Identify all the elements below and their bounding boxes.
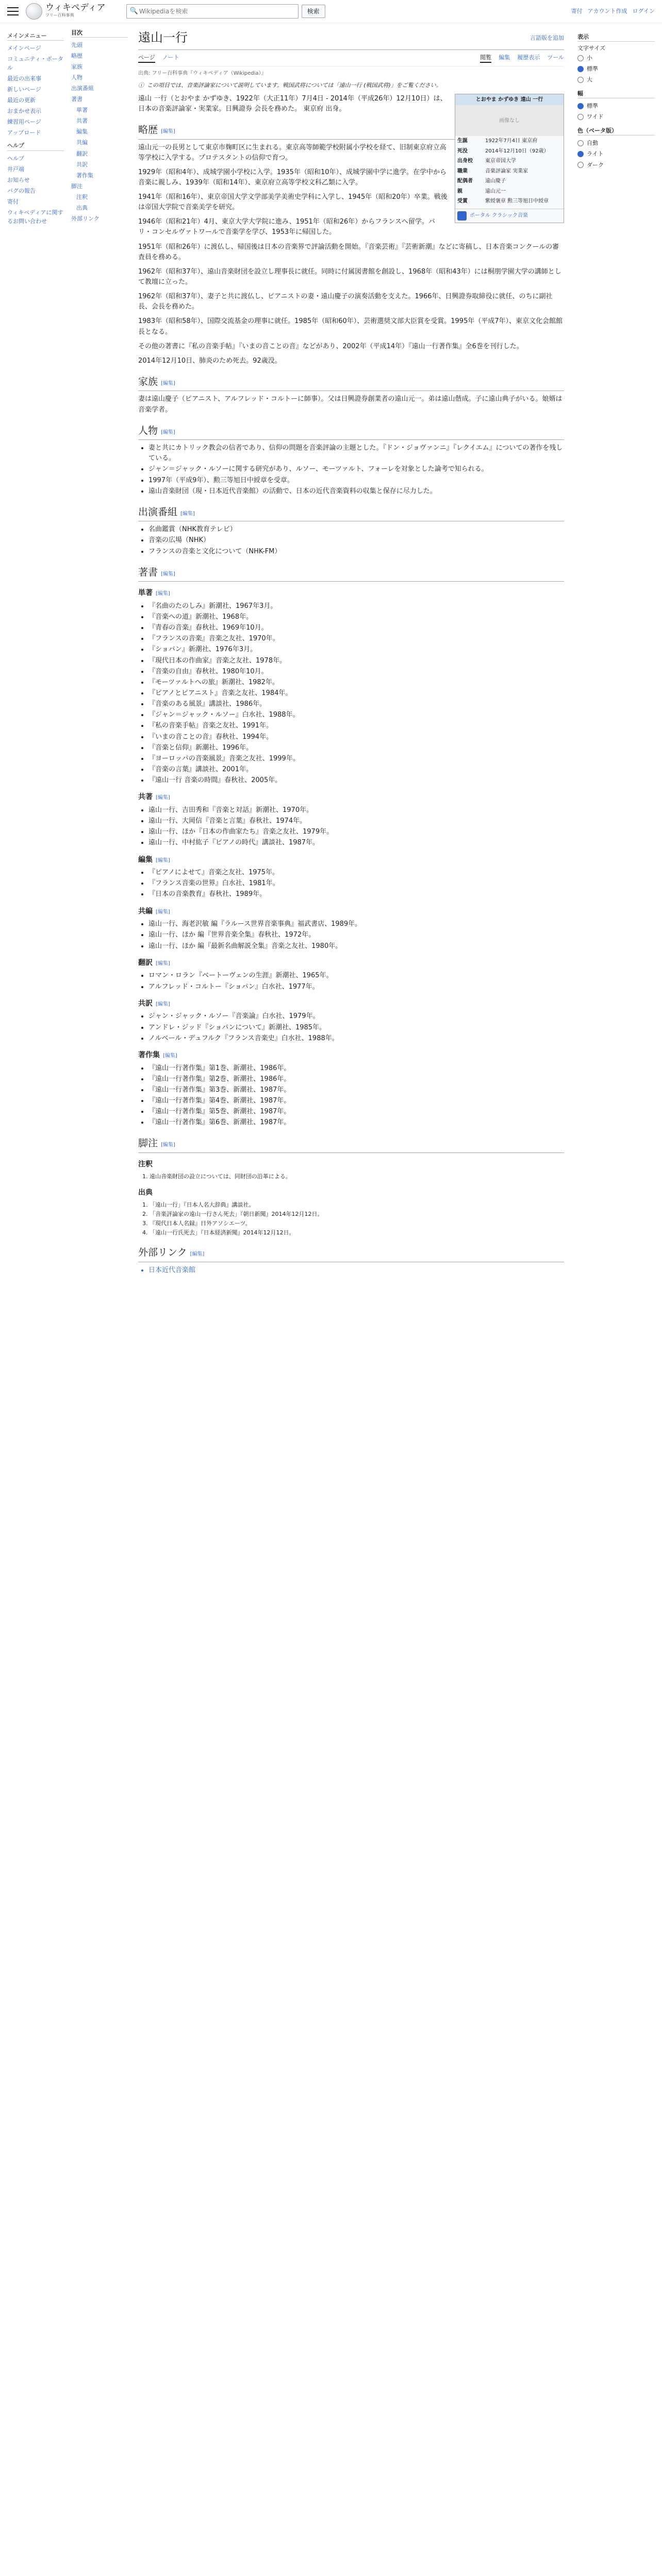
book-item: • 『音楽への道』新潮社、1968年。 [148, 612, 564, 622]
toc-item[interactable]: 脚注 [71, 182, 82, 190]
wikipedia-logo[interactable] [26, 3, 106, 20]
book-item: • 『モーツァルトへの旅』新潮社、1982年。 [148, 677, 564, 688]
infobox-value: 1922年7月4日 東京府 [485, 138, 538, 144]
edit-section-link[interactable]: [編集] [190, 1251, 205, 1258]
text-size-label: 文字サイズ [577, 45, 606, 52]
radio-selected-icon [577, 66, 584, 72]
infobox-key: 受賞 [457, 198, 468, 205]
book-item: • 遠山一行、吉田秀和『音楽と対話』新潮社、1970年。 [148, 805, 564, 816]
paragraph: 1951年（昭和26年）に渡仏し、帰国後は日本の音楽界で評論活動を開始。『音楽芸術』『芸術新潮』などに寄稿し、日本音楽コンクールの審査員を務める。 [138, 243, 559, 261]
book-item: • 遠山一行、中村紘子『ピアノの時代』講談社、1987年。 [148, 838, 564, 848]
book-item: • 『遠山一行著作集』第4巻、新潮社、1987年。 [148, 1096, 564, 1106]
nav-item[interactable]: おまかせ表示 [7, 108, 41, 115]
radio-icon [577, 162, 584, 168]
book-item: • 遠山一行、ほか 編『世界音楽全集』春秋社、1972年。 [148, 930, 564, 940]
login-link[interactable]: ログイン [632, 8, 655, 15]
infobox-title: とおやま かずゆき 遠山 一行 [455, 94, 564, 106]
book-item: • 『遠山一行著作集』第3巻、新潮社、1987年。 [148, 1085, 564, 1095]
list-item: • 妻と共にカトリック教会の信者であり、信仰の問題を音楽評論の主題とした。『ドン・ジョヴァンニ』『レクイエム』についての著作を残している。 [148, 443, 564, 464]
list-item: • ジャン＝ジャック・ルソーに関する研究があり、ルソー、モーツァルト、フォーレを対象とした論考で知られる。 [148, 464, 564, 474]
color-option[interactable]: 自動 [577, 138, 655, 148]
paragraph: 1941年（昭和16年）、東京帝国大学文学部美学美術史学科に入学し、1945年（昭和20年）卒業。戦後は帝国大学院で音楽美学を研究。 [138, 193, 448, 212]
toc-subitem[interactable]: 翻訳 [76, 150, 88, 157]
infobox-value: 紫綬褒章 勲三等旭日中綬章 [485, 198, 549, 205]
book-item: • ジャン・ジャック・ルソー『音楽論』白水社、1979年。 [148, 1011, 564, 1022]
infobox-key: 死没 [457, 148, 468, 154]
add-languages-button[interactable]: 言語版を追加 [530, 35, 564, 42]
header [0, 0, 662, 23]
book-item: • 『音楽の自由』春秋社、1980年10月。 [148, 667, 564, 677]
infobox-key: 職業 [457, 168, 468, 174]
infobox-value: 遠山慶子 [485, 178, 506, 184]
book-item: • 『フランス音楽の世界』白水社、1981年。 [148, 878, 564, 889]
toc-subitem[interactable]: 出典 [76, 204, 88, 211]
book-item: • 『私の音楽手帖』音楽之友社、1991年。 [148, 721, 564, 731]
article [131, 23, 572, 1280]
text-size-option[interactable]: 標準 [577, 63, 655, 74]
paragraph: 1983年（昭和58年）、国際交流基金の理事に就任。1985年（昭和60年）、芸術選奨文部大臣賞を受賞。1995年（平成7年）、東京文化会館館長となる。 [138, 317, 563, 336]
edit-section-link[interactable]: [編集] [161, 571, 175, 577]
search-box [126, 4, 299, 19]
toc-item[interactable]: 略歴 [71, 53, 82, 60]
music-portal-icon [457, 211, 467, 221]
radio-icon [577, 77, 584, 83]
toc-item[interactable]: 出演番組 [71, 85, 94, 92]
section-heading-person: 人物 [編集] [138, 423, 564, 440]
tab-tools[interactable]: ツール [547, 54, 564, 61]
paragraph: 1946年（昭和21年）4月、東京大学大学院に進み、1951年（昭和26年）からフランスへ留学。パリ・コンセルヴァトワールで音楽学を学び、1953年に帰国した。 [138, 218, 435, 236]
book-item: • 『現代日本の作曲家』音楽之友社、1978年。 [148, 656, 564, 666]
nav-section-title: メインメニュー [7, 31, 64, 41]
nav-item[interactable]: 寄付 [7, 198, 19, 205]
nav-item[interactable]: アップロード [7, 129, 41, 137]
toc-subitem[interactable]: 共著 [76, 117, 88, 125]
section-heading-family: 家族 [編集] [138, 375, 564, 391]
book-item: • 『音楽と信仰』新潮社、1996年。 [148, 743, 564, 753]
tab-talk[interactable]: ノート [162, 54, 179, 61]
nav-item[interactable]: 最近の更新 [7, 97, 36, 104]
infobox-key: 生誕 [457, 138, 468, 144]
table-of-contents [68, 23, 131, 1280]
infobox-value: 2014年12月10日（92歳） [485, 148, 549, 154]
nav-item[interactable]: バグの報告 [7, 187, 36, 194]
radio-icon [577, 55, 584, 61]
edit-section-link[interactable]: [編集] [161, 381, 175, 387]
list-item: • 遠山音楽財団（現・日本近代音楽館）の活動で、日本の近代音楽資料の収集と保存に尽力した。 [148, 486, 564, 497]
text-size-option[interactable]: 小 [577, 53, 655, 63]
subsection-heading: 共編 [編集] [138, 907, 170, 916]
infobox-value: 遠山元一 [485, 188, 506, 194]
edit-section-link[interactable]: [編集] [156, 960, 170, 967]
list-item: • 名曲鑑賞（NHK教育テレビ） [148, 524, 564, 535]
nav-item[interactable]: お知らせ [7, 176, 30, 183]
nav-item[interactable]: ウィキペディアに関するお問い合わせ [7, 209, 63, 225]
book-item: • 『ショパン』新潮社、1976年3月。 [148, 645, 564, 655]
reference-item: 1. 「遠山一行」『日本人名大辞典』講談社。 [150, 1200, 564, 1209]
tab-read[interactable]: 閲覧 [480, 53, 491, 63]
subsection-heading: 共著 [編集] [138, 793, 170, 802]
portal-label: ポータル クラシック音楽 [470, 213, 528, 219]
list-item: • 音楽の広場（NHK） [148, 535, 564, 546]
search-button[interactable]: 検索 [302, 5, 325, 19]
toc-title: 目次 [71, 28, 128, 38]
radio-selected-icon [577, 151, 584, 157]
infobox [455, 94, 564, 223]
book-item: • 遠山一行、ほか『日本の作曲家たち』音楽之友社、1979年。 [148, 827, 564, 837]
book-item: • 遠山一行、海老沢敏 編『ラルース世界音楽事典』福武書店、1989年。 [148, 919, 564, 929]
text-size-option[interactable]: 大 [577, 74, 655, 85]
nav-section-title: ヘルプ [7, 141, 64, 150]
list-item: • 1997年（平成9年）、勲三等旭日中綬章を受章。 [148, 476, 564, 486]
book-item: • 『フランスの音楽』音楽之友社、1970年。 [148, 634, 564, 644]
book-item: • 遠山一行、ほか 編『最新名曲解説全集』音楽之友社、1980年。 [148, 941, 564, 952]
reference-item: 3. 『現代日本人名録』日外アソシエーツ。 [150, 1219, 564, 1228]
radio-icon [577, 114, 584, 120]
subsection-heading: 編集 [編集] [138, 855, 170, 864]
book-item: • 『ジャン＝ジャック・ルソー』白水社、1988年。 [148, 710, 564, 720]
page-title: 遠山一行 [138, 30, 188, 45]
edit-section-link[interactable]: [編集] [156, 795, 170, 801]
paragraph: 妻は遠山慶子（ピアニスト、アルフレッド・コルトーに師事）。父は日興證券創業者の遠山元一。弟は遠山偕成。子に遠山典子がいる。娘婿は音楽学者。 [138, 395, 562, 414]
wikipedia-globe-icon [26, 3, 42, 20]
nav-item[interactable]: コミュニティ・ポータル [7, 56, 63, 72]
toc-item[interactable]: 先頭 [71, 42, 82, 49]
reference-item: 2. 「音楽評論家の遠山一行さん死去」『朝日新聞』2014年12月12日。 [150, 1210, 564, 1218]
book-item: • 『遠山一行著作集』第6巻、新潮社、1987年。 [148, 1117, 564, 1128]
toc-subitem[interactable]: 共訳 [76, 161, 88, 168]
search-input[interactable] [138, 7, 295, 15]
paragraph: 2014年12月10日、肺炎のため死去。92歳没。 [138, 357, 282, 365]
subsection-heading: 著作集 [編集] [138, 1050, 177, 1059]
subsection-heading: 出典 [138, 1188, 153, 1197]
user-links [571, 7, 655, 15]
edit-section-link[interactable]: [編集] [156, 591, 170, 597]
width-option[interactable]: 標準 [577, 100, 655, 111]
portal-link[interactable] [455, 209, 564, 223]
book-item: • ノルベール・デュフルク『フランス音楽史』白水社、1988年。 [148, 1033, 564, 1044]
left-navigation [0, 23, 68, 1280]
infobox-image: 画像なし [455, 105, 564, 136]
book-item: • 『いまの音ことの音』春秋社、1994年。 [148, 732, 564, 742]
tab-history[interactable]: 履歴表示 [517, 54, 540, 61]
section-heading-notes: 脚注 [編集] [138, 1136, 564, 1153]
paragraph: 1962年（昭和37年）、遠山音楽財団を設立し理事長に就任。同時に付属図書館を創設し、1968年（昭和43年）には桐朋学園大学の講師として教壇に立った。 [138, 267, 561, 286]
donate-link[interactable]: 寄付 [571, 8, 583, 15]
paragraph: その他の著書に『私の音楽手帖』『いまの音ことの音』などがあり、2002年（平成14年）『遠山一行著作集』全6巻を刊行した。 [138, 342, 523, 350]
edit-section-link[interactable]: [編集] [161, 129, 175, 135]
infobox-key: 親 [457, 188, 462, 194]
edit-section-link[interactable]: [編集] [163, 1053, 177, 1059]
toc-subitem[interactable]: 注釈 [76, 193, 88, 200]
nav-item[interactable]: 最近の出来事 [7, 75, 41, 82]
main-menu-button[interactable] [7, 7, 19, 15]
book-item: • 『日本の音楽教育』春秋社、1989年。 [148, 889, 564, 900]
edit-section-link[interactable]: [編集] [156, 909, 170, 915]
nav-item[interactable]: ヘルプ [7, 155, 24, 162]
logo-tagline: フリー百科事典 [45, 13, 74, 18]
edit-section-link[interactable]: [編集] [180, 511, 195, 517]
book-item: • 遠山一行、大岡信『音楽と言葉』春秋社、1974年。 [148, 816, 564, 826]
section-heading-career: 略歴 [編集] [138, 123, 564, 139]
appearance-title: 表示 [577, 32, 655, 42]
infobox-key: 配偶者 [457, 178, 473, 184]
nav-item[interactable]: 井戸端 [7, 165, 24, 173]
color-option[interactable]: ダーク [577, 160, 655, 171]
book-item: • アルフレッド・コルトー『ショパン』白水社、1977年。 [148, 982, 564, 992]
nav-item[interactable]: 練習用ページ [7, 118, 41, 126]
notes-block [138, 1159, 564, 1238]
toc-item[interactable]: 人物 [71, 74, 82, 81]
toc-item[interactable]: 家族 [71, 63, 82, 71]
paragraph: 遠山元一の長男として東京市麹町区に生まれる。東京高等師範学校附属小学校を経て、旧制東京府立高等学校に入学する。プロテスタントの信仰で育つ。 [138, 143, 446, 162]
toc-subitem[interactable]: 共編 [76, 139, 88, 146]
color-label: 色（ベータ版） [577, 126, 655, 135]
edit-section-link[interactable]: [編集] [161, 429, 175, 435]
section-heading-books: 著書 [編集] [138, 565, 564, 582]
book-item: • 『遠山一行著作集』第1巻、新潮社、1986年。 [148, 1063, 564, 1074]
subsection-heading: 翻訳 [編集] [138, 958, 170, 967]
page-tabs [138, 50, 564, 66]
edit-section-link[interactable]: [編集] [156, 1001, 170, 1007]
book-item: • 『遠山一行著作集』第5巻、新潮社、1987年。 [148, 1107, 564, 1117]
reference-item: 4. 「遠山一行氏死去」『日本経済新聞』2014年12月12日。 [150, 1228, 564, 1237]
infobox-value: 音楽評論家 実業家 [485, 168, 528, 174]
infobox-value: 東京帝国大学 [485, 158, 516, 164]
subsection-heading: 注釈 [138, 1160, 153, 1168]
search-icon: 🔍 [129, 7, 138, 15]
external-link[interactable]: • 日本近代音楽館 [148, 1265, 564, 1276]
hatnote [138, 81, 564, 90]
book-item: • 『名曲のたのしみ』新潮社、1967年3月。 [148, 601, 564, 612]
lead-paragraph: 遠山 一行（とおやま かずゆき、1922年（大正11年）7月4日 - 2014年（平成26年）12月10日）は、日本の音楽評論家・実業家。日興證券 会長を務めた。 東京府 出身。 [138, 94, 447, 113]
book-item: • ロマン・ロラン『ベートーヴェンの生涯』新潮社、1965年。 [148, 971, 564, 981]
width-option[interactable]: ワイド [577, 111, 655, 122]
book-item: • 『遠山一行著作集』第2巻、新潮社、1986年。 [148, 1074, 564, 1084]
nav-item[interactable]: メインページ [7, 45, 41, 52]
toc-subitem[interactable]: 編集 [76, 128, 88, 135]
book-item: • アンドレ・ジッド『ショパンについて』新潮社、1985年。 [148, 1023, 564, 1033]
tab-edit[interactable]: 編集 [499, 54, 510, 61]
paragraph: 1929年（昭和4年）、成城学園小学校に入学。1935年（昭和10年）、成城学園中学に進学。在学中から音楽に親しみ、1939年（昭和14年）、東京府立高等学校文科乙類に入学。 [138, 168, 446, 187]
book-item: • 『ピアノによせて』音楽之友社、1975年。 [148, 868, 564, 878]
page-source: 出典: フリー百科事典『ウィキペディア（Wikipedia）』 [138, 71, 267, 77]
section-heading-tv: 出演番組 [編集] [138, 505, 564, 521]
toc-subitem[interactable]: 著作集 [76, 172, 93, 179]
logo-title: ウィキペディア [45, 3, 106, 13]
radio-selected-icon [577, 103, 584, 109]
infobox-key: 出身校 [457, 158, 473, 164]
info-icon: ⓘ [138, 81, 144, 89]
book-item: • 『遠山一行 音楽の時間』春秋社、2005年。 [148, 775, 564, 786]
subsection-heading: 単著 [編集] [138, 589, 170, 598]
toc-subitem[interactable]: 単著 [76, 107, 88, 114]
section-heading-external: 外部リンク [編集] [138, 1245, 564, 1262]
tab-page[interactable]: ページ [138, 53, 155, 63]
note-item: 1. 遠山音楽財団の設立については、同財団の沿革による。 [150, 1172, 564, 1181]
width-label: 幅 [577, 89, 655, 98]
color-option[interactable]: ライト [577, 148, 655, 159]
radio-icon [577, 140, 584, 146]
edit-section-link[interactable]: [編集] [156, 857, 170, 863]
subsection-heading: 共訳 [編集] [138, 999, 170, 1008]
book-item: • 『ピアノとピアニスト』音楽之友社、1984年。 [148, 688, 564, 699]
hatnote-text: この項目では、音楽評論家について説明しています。戦国武将については「遠山一行 (戦国武将)」をご覧ください。 [147, 81, 442, 89]
book-item: • 『青春の音楽』春秋社、1969年10月。 [148, 623, 564, 633]
toc-item[interactable]: 外部リンク [71, 215, 100, 222]
book-item: • 『音楽のある風景』講談社、1986年。 [148, 699, 564, 709]
toc-item[interactable]: 著書 [71, 96, 82, 103]
edit-section-link[interactable]: [編集] [161, 1142, 175, 1148]
book-item: • 『ヨーロッパの音楽風景』音楽之友社、1999年。 [148, 754, 564, 764]
nav-item[interactable]: 新しいページ [7, 86, 41, 93]
paragraph: 1962年（昭和37年）、妻子と共に渡仏し、ピアニストの妻・遠山慶子の演奏活動を支えた。1966年、日興證券取締役に就任、のちに副社長、会長を務めた。 [138, 293, 553, 311]
appearance-panel [572, 23, 662, 1280]
book-item: • 『音楽の言葉』講談社、2001年。 [148, 765, 564, 775]
create-account-link[interactable]: アカウント作成 [587, 8, 627, 15]
list-item: • フランスの音楽と文化について（NHK-FM） [148, 547, 564, 557]
